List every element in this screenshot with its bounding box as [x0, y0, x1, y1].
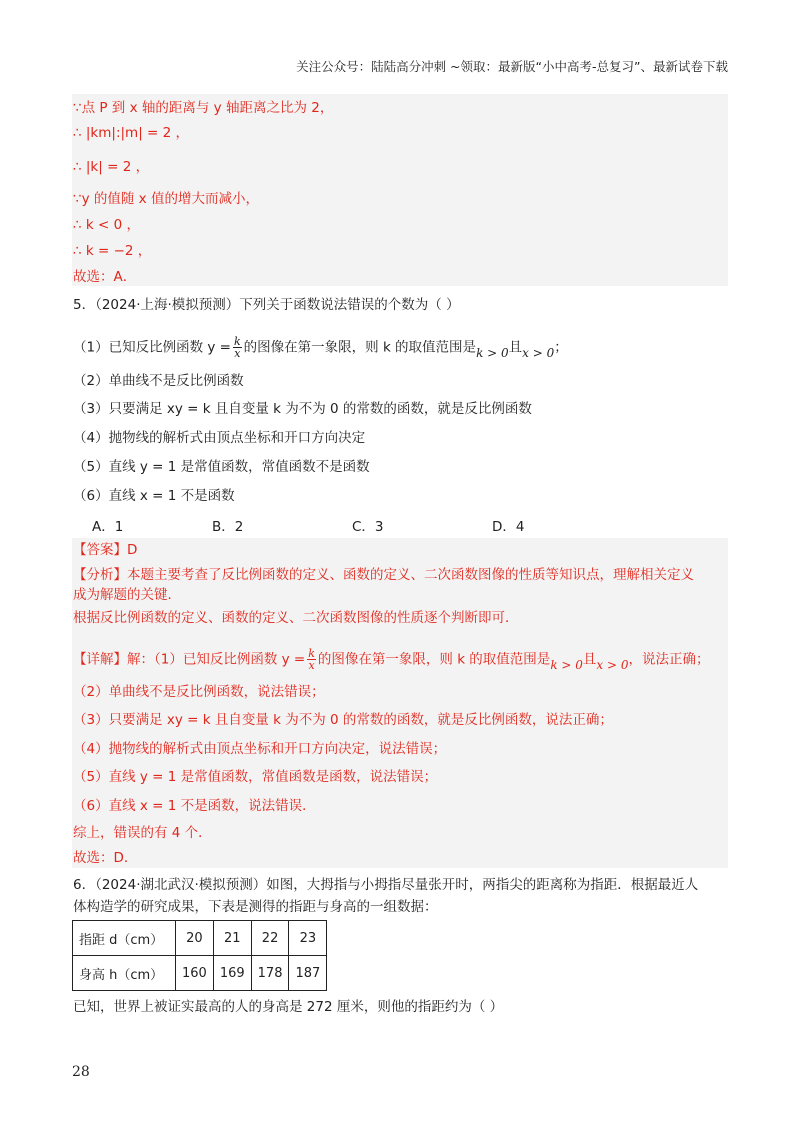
q5-statement-2: （2）单曲线不是反比例函数 [73, 373, 244, 389]
q5-answer: 【答案】D [73, 542, 138, 558]
fraction-k-over-x: $\frac{k}{x}$ [233, 335, 241, 360]
q5-statement-4: （4）抛物线的解析式由顶点坐标和开口方向决定 [73, 430, 366, 446]
prev-line-3: ∴ |k| = 2 ， [73, 159, 150, 175]
table-header-cell: 指距 d（cm） [73, 921, 176, 956]
prev-line-6: ∴ k = −2 ， [73, 243, 152, 259]
prev-line-5: ∴ k < 0 ， [73, 217, 140, 233]
table-cell: 160 [176, 956, 214, 991]
q5-detail-3: （3）只要满足 xy = k 且自变量 k 为不为 0 的常数的函数，就是反比例函数，说法正确； [73, 712, 613, 728]
q5-detail-4: （4）抛物线的解析式由顶点坐标和开口方向决定，说法错误； [73, 741, 447, 757]
page-header: 关注公众号：陆陆高分冲刺 ~领取：最新版“小中高考-总复习”、最新试卷下载 [296, 59, 728, 74]
prev-line-2: ∴ |km|:|m| = 2 ， [73, 125, 190, 141]
q5-analysis-2: 成为解题的关键． [73, 587, 181, 603]
table-cell: 187 [289, 956, 327, 991]
table-cell: 23 [289, 921, 327, 956]
q5-option-c: C．3 [352, 519, 384, 535]
q6-stem-1: 6．（2024·湖北武汉·模拟预测）如图，大拇指与小拇指尽量张开时，两指尖的距离称为指距．根据最近人 [73, 877, 699, 893]
table-cell: 178 [251, 956, 289, 991]
fingerspan-height-table [72, 920, 327, 991]
q5-statement-6: （6）直线 x = 1 不是函数 [73, 488, 235, 504]
q5-detail-6: （6）直线 x = 1 不是函数，说法错误． [73, 798, 316, 814]
page-number: 28 [72, 1064, 90, 1080]
q6-stem-2: 体构造学的研究成果，下表是测得的指距与身高的一组数据： [73, 899, 438, 915]
table-cell: 22 [251, 921, 289, 956]
q5-stem: 5．（2024·上海·模拟预测）下列关于函数说法错误的个数为（ ） [73, 297, 460, 313]
q5-option-d: D．4 [492, 519, 525, 535]
table-row [73, 921, 327, 956]
prev-line-1: ∵点 P 到 x 轴的距离与 y 轴距离之比为 2， [73, 100, 334, 116]
table-row [73, 956, 327, 991]
table-cell: 169 [213, 956, 251, 991]
q5-summary: 综上，错误的有 4 个． [73, 825, 212, 841]
q5-option-a: A．1 [92, 519, 124, 535]
q5-choice: 故选：D． [73, 850, 138, 866]
prev-choice: 故选：A． [73, 269, 137, 285]
q5-statement-1: （1）已知反比例函数 y = $\frac{k}{x}$ 的图像在第一象限，则 k 的取值范围是k > 0且x > 0； [73, 335, 568, 360]
q5-detail-2: （2）单曲线不是反比例函数，说法错误； [73, 684, 325, 700]
q5-analysis-1: 【分析】本题主要考查了反比例函数的定义、函数的定义、二次函数图像的性质等知识点，理解相关定义 [73, 567, 694, 583]
q5-statement-5: （5）直线 y = 1 是常值函数，常值函数不是函数 [73, 459, 370, 475]
table-header-cell: 身高 h（cm） [73, 956, 176, 991]
prev-line-4: ∵y 的值随 x 值的增大而减小， [73, 191, 259, 207]
table-cell: 21 [213, 921, 251, 956]
fraction-k-over-x-detail: $\frac{k}{x}$ [308, 647, 315, 672]
table-cell: 20 [176, 921, 214, 956]
q5-statement-3: （3）只要满足 xy = k 且自变量 k 为不为 0 的常数的函数，就是反比例函数 [73, 401, 532, 417]
q6-question: 已知，世界上被证实最高的人的身高是 272 厘米，则他的指距约为（ ） [73, 999, 504, 1015]
q5-option-b: B．2 [212, 519, 244, 535]
q5-detail-1: 【详解】解：（1）已知反比例函数 y = $\frac{k}{x}$ 的图像在第一象限，则 k 的取值范围是k > 0且x > 0，说法正确； [73, 647, 710, 672]
q5-detail-5: （5）直线 y = 1 是常值函数，常值函数是函数，说法错误； [73, 769, 438, 785]
q5-analysis-3: 根据反比例函数的定义、函数的定义、二次函数图像的性质逐个判断即可． [73, 610, 519, 626]
